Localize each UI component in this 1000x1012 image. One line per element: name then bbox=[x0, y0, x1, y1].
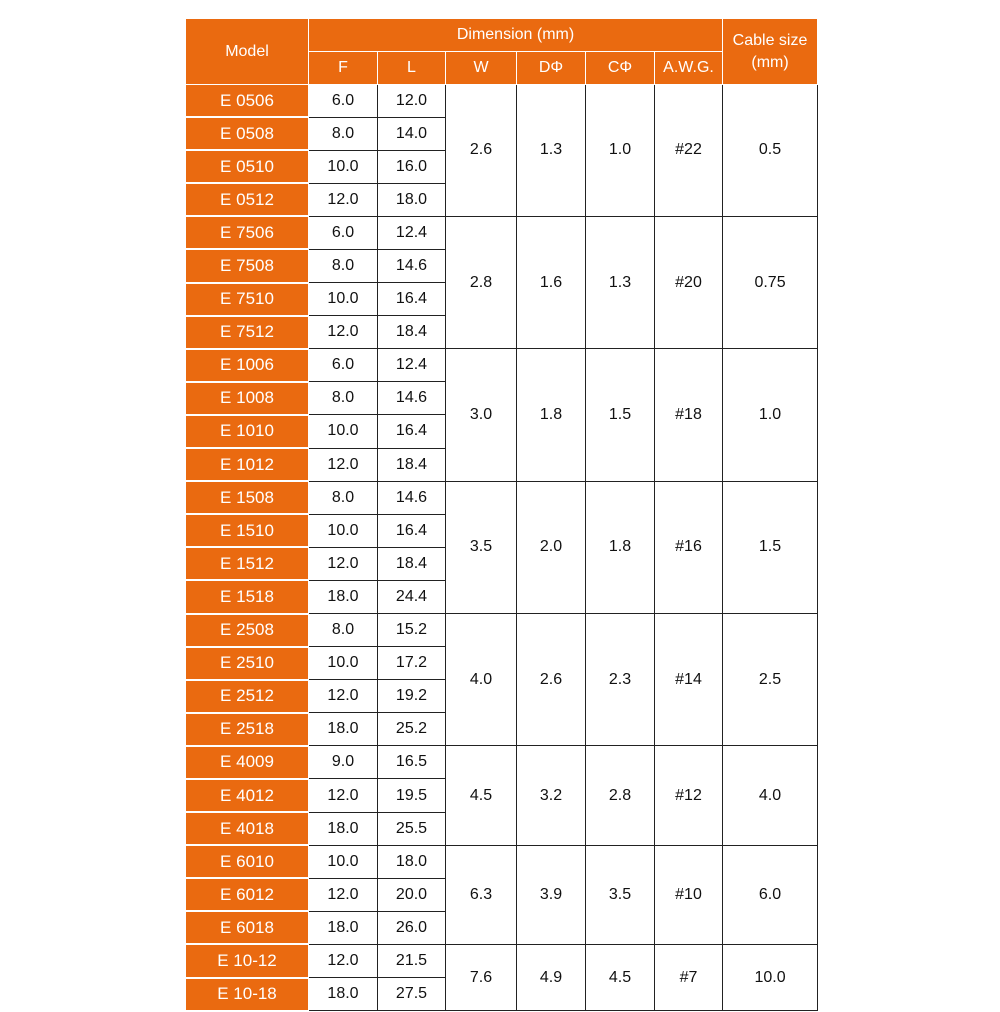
model-cell: E 0506 bbox=[186, 85, 309, 118]
f-cell: 10.0 bbox=[309, 514, 378, 547]
column-header-d-phi: DΦ bbox=[517, 52, 586, 85]
f-cell: 12.0 bbox=[309, 547, 378, 580]
l-cell: 25.5 bbox=[378, 812, 446, 845]
awg-cell: #22 bbox=[655, 85, 723, 217]
table-row bbox=[186, 746, 818, 779]
c-phi-cell: 1.3 bbox=[586, 216, 655, 348]
model-cell: E 4018 bbox=[186, 812, 309, 845]
f-cell: 12.0 bbox=[309, 878, 378, 911]
w-cell: 2.8 bbox=[446, 216, 517, 348]
d-phi-cell: 3.2 bbox=[517, 746, 586, 845]
c-phi-cell: 2.8 bbox=[586, 746, 655, 845]
f-cell: 10.0 bbox=[309, 150, 378, 183]
model-cell: E 0508 bbox=[186, 117, 309, 150]
cable-size-header: Cable size (mm) bbox=[723, 19, 818, 85]
d-phi-cell: 4.9 bbox=[517, 944, 586, 1010]
l-cell: 16.0 bbox=[378, 150, 446, 183]
l-cell: 14.6 bbox=[378, 382, 446, 415]
l-cell: 21.5 bbox=[378, 944, 446, 977]
cable-size-cell: 6.0 bbox=[723, 845, 818, 944]
model-cell: E 4009 bbox=[186, 746, 309, 779]
model-cell: E 1006 bbox=[186, 349, 309, 382]
l-cell: 19.2 bbox=[378, 680, 446, 713]
model-cell: E 10-12 bbox=[186, 944, 309, 977]
l-cell: 14.6 bbox=[378, 481, 446, 514]
f-cell: 12.0 bbox=[309, 944, 378, 977]
f-cell: 12.0 bbox=[309, 183, 378, 216]
d-phi-cell: 1.6 bbox=[517, 216, 586, 348]
awg-cell: #16 bbox=[655, 481, 723, 613]
w-cell: 4.0 bbox=[446, 614, 517, 746]
w-cell: 2.6 bbox=[446, 85, 517, 217]
w-cell: 4.5 bbox=[446, 746, 517, 845]
c-phi-cell: 4.5 bbox=[586, 944, 655, 1010]
l-cell: 26.0 bbox=[378, 911, 446, 944]
f-cell: 18.0 bbox=[309, 713, 378, 746]
cable-size-cell: 10.0 bbox=[723, 944, 818, 1010]
model-cell: E 2510 bbox=[186, 647, 309, 680]
f-cell: 8.0 bbox=[309, 481, 378, 514]
c-phi-cell: 1.5 bbox=[586, 349, 655, 481]
model-cell: E 4012 bbox=[186, 779, 309, 812]
awg-cell: #7 bbox=[655, 944, 723, 1010]
model-cell: E 1012 bbox=[186, 448, 309, 481]
ferrule-spec-table bbox=[185, 18, 818, 1012]
f-cell: 6.0 bbox=[309, 216, 378, 249]
l-cell: 18.4 bbox=[378, 547, 446, 580]
c-phi-cell: 1.0 bbox=[586, 85, 655, 217]
l-cell: 14.0 bbox=[378, 117, 446, 150]
table-row bbox=[186, 944, 818, 977]
table-row bbox=[186, 845, 818, 878]
column-header-w: W bbox=[446, 52, 517, 85]
f-cell: 10.0 bbox=[309, 415, 378, 448]
f-cell: 12.0 bbox=[309, 316, 378, 349]
model-cell: E 6018 bbox=[186, 911, 309, 944]
f-cell: 18.0 bbox=[309, 911, 378, 944]
l-cell: 16.5 bbox=[378, 746, 446, 779]
w-cell: 7.6 bbox=[446, 944, 517, 1010]
c-phi-cell: 1.8 bbox=[586, 481, 655, 613]
model-cell: E 6012 bbox=[186, 878, 309, 911]
table-row bbox=[186, 85, 818, 118]
w-cell: 6.3 bbox=[446, 845, 517, 944]
awg-cell: #14 bbox=[655, 614, 723, 746]
model-cell: E 7506 bbox=[186, 216, 309, 249]
l-cell: 16.4 bbox=[378, 415, 446, 448]
model-cell: E 1512 bbox=[186, 547, 309, 580]
cable-size-cell: 2.5 bbox=[723, 614, 818, 746]
cable-size-cell: 0.5 bbox=[723, 85, 818, 217]
model-cell: E 1010 bbox=[186, 415, 309, 448]
cable-size-cell: 1.0 bbox=[723, 349, 818, 481]
awg-cell: #20 bbox=[655, 216, 723, 348]
d-phi-cell: 2.0 bbox=[517, 481, 586, 613]
l-cell: 12.0 bbox=[378, 85, 446, 118]
model-cell: E 1510 bbox=[186, 514, 309, 547]
f-cell: 9.0 bbox=[309, 746, 378, 779]
table-row bbox=[186, 216, 818, 249]
awg-cell: #18 bbox=[655, 349, 723, 481]
awg-cell: #12 bbox=[655, 746, 723, 845]
column-header-l: L bbox=[378, 52, 446, 85]
cable-size-cell: 4.0 bbox=[723, 746, 818, 845]
l-cell: 12.4 bbox=[378, 349, 446, 382]
f-cell: 8.0 bbox=[309, 117, 378, 150]
l-cell: 20.0 bbox=[378, 878, 446, 911]
table-row bbox=[186, 349, 818, 382]
model-cell: E 7508 bbox=[186, 249, 309, 282]
dimension-header: Dimension (mm) bbox=[309, 19, 723, 52]
table-body bbox=[186, 85, 818, 1011]
model-cell: E 1008 bbox=[186, 382, 309, 415]
l-cell: 18.4 bbox=[378, 316, 446, 349]
w-cell: 3.0 bbox=[446, 349, 517, 481]
f-cell: 8.0 bbox=[309, 249, 378, 282]
d-phi-cell: 2.6 bbox=[517, 614, 586, 746]
f-cell: 18.0 bbox=[309, 978, 378, 1011]
l-cell: 12.4 bbox=[378, 216, 446, 249]
model-cell: E 2518 bbox=[186, 713, 309, 746]
f-cell: 12.0 bbox=[309, 680, 378, 713]
column-header-f: F bbox=[309, 52, 378, 85]
model-cell: E 1508 bbox=[186, 481, 309, 514]
l-cell: 18.0 bbox=[378, 845, 446, 878]
model-cell: E 10-18 bbox=[186, 978, 309, 1011]
awg-cell: #10 bbox=[655, 845, 723, 944]
model-cell: E 0512 bbox=[186, 183, 309, 216]
cable-size-cell: 1.5 bbox=[723, 481, 818, 613]
f-cell: 12.0 bbox=[309, 448, 378, 481]
model-cell: E 7510 bbox=[186, 283, 309, 316]
model-cell: E 1518 bbox=[186, 580, 309, 613]
c-phi-cell: 2.3 bbox=[586, 614, 655, 746]
cable-size-cell: 0.75 bbox=[723, 216, 818, 348]
column-header-awg: A.W.G. bbox=[655, 52, 723, 85]
table-row bbox=[186, 614, 818, 647]
l-cell: 16.4 bbox=[378, 514, 446, 547]
c-phi-cell: 3.5 bbox=[586, 845, 655, 944]
model-cell: E 2512 bbox=[186, 680, 309, 713]
model-cell: E 0510 bbox=[186, 150, 309, 183]
f-cell: 6.0 bbox=[309, 349, 378, 382]
l-cell: 14.6 bbox=[378, 249, 446, 282]
l-cell: 24.4 bbox=[378, 580, 446, 613]
f-cell: 18.0 bbox=[309, 812, 378, 845]
l-cell: 16.4 bbox=[378, 283, 446, 316]
model-cell: E 6010 bbox=[186, 845, 309, 878]
f-cell: 8.0 bbox=[309, 614, 378, 647]
f-cell: 10.0 bbox=[309, 647, 378, 680]
model-cell: E 2508 bbox=[186, 614, 309, 647]
l-cell: 25.2 bbox=[378, 713, 446, 746]
f-cell: 12.0 bbox=[309, 779, 378, 812]
table-row bbox=[186, 481, 818, 514]
l-cell: 27.5 bbox=[378, 978, 446, 1011]
model-cell: E 7512 bbox=[186, 316, 309, 349]
f-cell: 10.0 bbox=[309, 283, 378, 316]
table-header bbox=[186, 19, 818, 85]
f-cell: 10.0 bbox=[309, 845, 378, 878]
column-header-c-phi: CΦ bbox=[586, 52, 655, 85]
l-cell: 15.2 bbox=[378, 614, 446, 647]
d-phi-cell: 3.9 bbox=[517, 845, 586, 944]
d-phi-cell: 1.3 bbox=[517, 85, 586, 217]
f-cell: 18.0 bbox=[309, 580, 378, 613]
f-cell: 6.0 bbox=[309, 85, 378, 118]
l-cell: 18.0 bbox=[378, 183, 446, 216]
f-cell: 8.0 bbox=[309, 382, 378, 415]
l-cell: 19.5 bbox=[378, 779, 446, 812]
l-cell: 17.2 bbox=[378, 647, 446, 680]
w-cell: 3.5 bbox=[446, 481, 517, 613]
model-header: Model bbox=[186, 19, 309, 85]
d-phi-cell: 1.8 bbox=[517, 349, 586, 481]
l-cell: 18.4 bbox=[378, 448, 446, 481]
